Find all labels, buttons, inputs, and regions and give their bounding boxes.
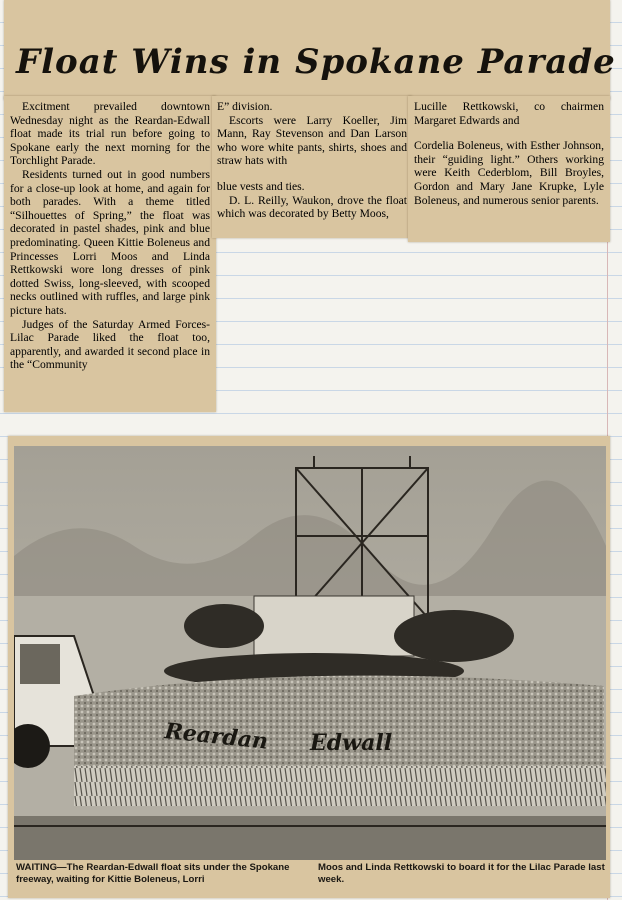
paragraph: blue vests and ties. (217, 179, 305, 193)
paragraph: Excitment prevailed downtown Wednesday night as the Reardan-Edwall float made its trial run before going to Spokane early the next morning for the Torchlight Parade. (10, 100, 210, 168)
paragraph: D. L. Reilly, Waukon, drove the float which was decorated by Betty Moos, (217, 193, 407, 221)
paragraph: Judges of the Saturday Armed Forces-Lilac Parade liked the float too, apparently, and awarded it second place in the “Community (10, 317, 210, 372)
article-column-1 (10, 100, 210, 372)
article-column-3 (414, 100, 604, 207)
float-sign-edwall: Edwall (310, 730, 393, 756)
float-photo-illustration (14, 446, 606, 860)
paragraph: Lucille Rettkowski, co chairmen Margaret Edwards and (414, 100, 604, 127)
paragraph: E” division. (217, 100, 273, 113)
paragraph: Cordelia Boleneus, with Esther Johnson, their “guiding light.” Others working were Keith Cederblom, Bill Broyles, Gordon and Mary Jane Krupke, Lyle Boleneus, and numerous senior parents. (414, 139, 604, 207)
photo-caption-part2: Moos and Linda Rettkowski to board it for the Lilac Parade last week. (318, 862, 605, 886)
article-headline: Float Wins in Spokane Parade (16, 42, 616, 82)
float-sign-reardan: Reardan (163, 718, 270, 755)
photo-caption-part1: WAITING—The Reardan-Edwall float sits under the Spokane freeway, waiting for Kittie Boleneus, Lorri (16, 862, 290, 886)
paragraph: Residents turned out in good numbers for a close-up look at home, and again for both parades. With a theme titled “Silhouettes of Spring,” the float was decorated in pastel shades, pink and blue predominating. Queen Kittie Boleneus and Princesses Lorri Moos and Linda Rettkowski wore long dresses of pink dotted Swiss, long-sleeved, with scooped necks outlined with ruffles, and large pink picture hats. (10, 167, 210, 317)
float-photo (14, 446, 606, 860)
article-column-2 (217, 100, 407, 221)
paragraph: Escorts were Larry Koeller, Jim Mann, Ray Stevenson and Dan Larson who wore white pants, shirts, shoes and straw hats with (217, 113, 407, 168)
